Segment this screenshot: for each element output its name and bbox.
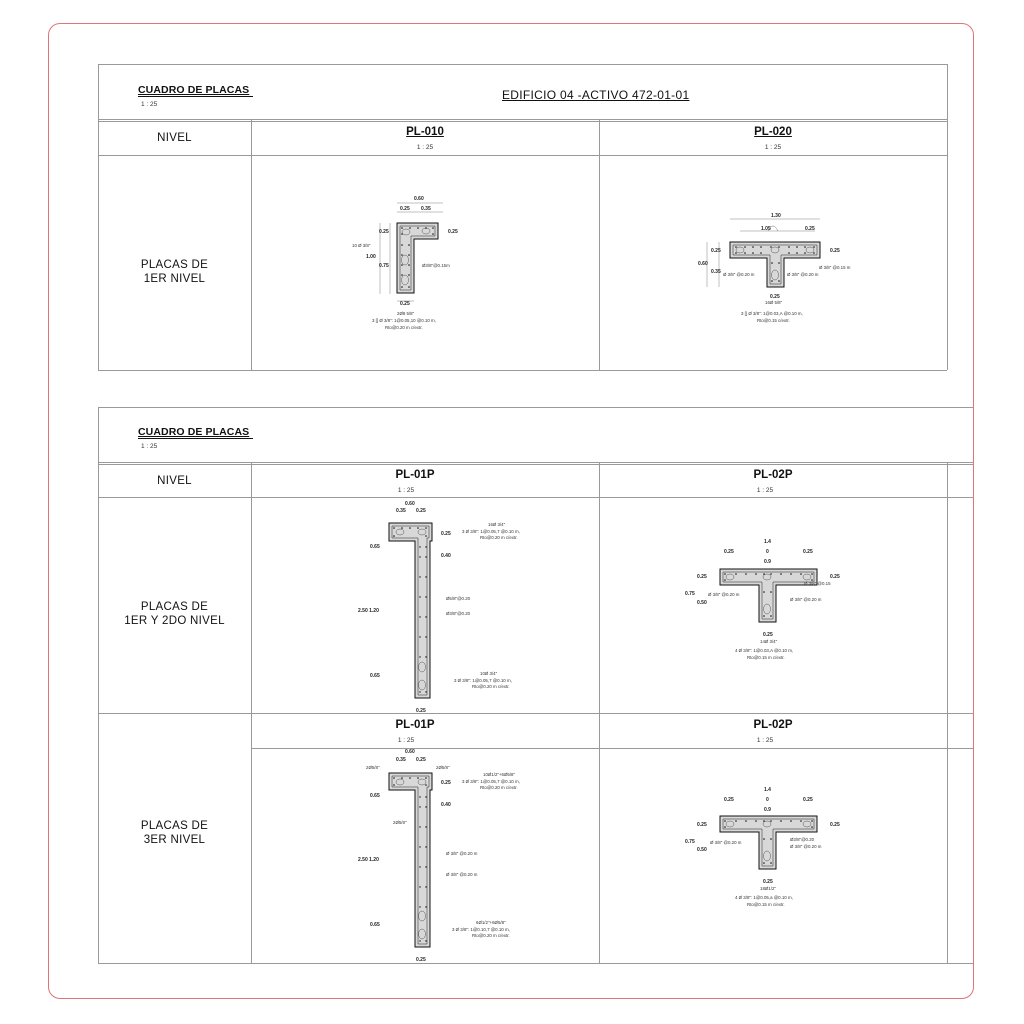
svg-text:3 [] Ø 3/8": 1@0.05,10 @0.10 m: 3 [] Ø 3/8": 1@0.05,10 @0.10 m,: [372, 318, 436, 323]
svg-text:1.05: 1.05: [761, 226, 771, 232]
svg-text:1.00: 1.00: [366, 254, 376, 260]
column-scale: 1 : 25: [416, 144, 434, 151]
svg-text:0.25: 0.25: [830, 248, 840, 254]
svg-text:Ø 3/8" @0.20 m: Ø 3/8" @0.20 m: [710, 840, 742, 845]
svg-text:0.25: 0.25: [803, 549, 813, 555]
svg-text:3 Ø 3/8": 1@0.05,7 @0.10 m,: 3 Ø 3/8": 1@0.05,7 @0.10 m,: [454, 678, 512, 683]
column-header-pl01p: PL-01P: [395, 719, 435, 731]
svg-text:0.25: 0.25: [416, 508, 426, 514]
svg-text:0.60: 0.60: [405, 749, 415, 755]
svg-text:10Ø1/2"+6Ø5/8": 10Ø1/2"+6Ø5/8": [483, 772, 516, 777]
row-label: PLACAS DE 3ER NIVEL: [140, 820, 209, 846]
svg-text:0.75: 0.75: [685, 591, 695, 597]
svg-text:Ø 3/8" @0.20 m: Ø 3/8" @0.20 m: [446, 851, 478, 856]
svg-text:0.40: 0.40: [441, 802, 451, 808]
svg-text:2Ø5/8": 2Ø5/8": [393, 820, 407, 825]
svg-text:10Ø 3/4": 10Ø 3/4": [480, 671, 498, 676]
svg-text:0.25: 0.25: [763, 879, 773, 885]
column-header-pl02p: PL-02P: [753, 719, 793, 731]
svg-text:Rto@0.15 m c/extr.: Rto@0.15 m c/extr.: [747, 655, 785, 660]
svg-text:16Ø 5/8": 16Ø 5/8": [765, 300, 783, 305]
svg-text:0.25: 0.25: [416, 957, 426, 963]
svg-text:0.25: 0.25: [697, 574, 707, 580]
svg-text:0.75: 0.75: [379, 263, 389, 269]
svg-text:Ø 3/8" @0.20 m: Ø 3/8" @0.20 m: [787, 272, 819, 277]
svg-text:0.25: 0.25: [830, 822, 840, 828]
svg-text:16Ø 3/4": 16Ø 3/4": [488, 522, 506, 527]
column-header-pl01p: PL-01P: [395, 469, 435, 481]
pl01p-section-drawing: [350, 497, 550, 713]
table-title: CUADRO DE PLACAS: [138, 84, 250, 96]
svg-text:3 Ø 3/8": 1@0.05,7 @0.10 m,: 3 Ø 3/8": 1@0.05,7 @0.10 m,: [462, 529, 520, 534]
svg-text:Ø3/8"@0.20: Ø3/8"@0.20: [446, 611, 471, 616]
column-header-pl02p: PL-02P: [753, 469, 793, 481]
column-header-pl010: PL-010: [406, 126, 444, 138]
svg-text:Ø3/8"@0.20: Ø3/8"@0.20: [790, 837, 815, 842]
svg-text:0.60: 0.60: [405, 501, 415, 507]
svg-text:0.25: 0.25: [416, 708, 426, 714]
svg-text:3 Ø 3/8": 1@0.05,7 @0.10 m,: 3 Ø 3/8": 1@0.05,7 @0.10 m,: [462, 779, 520, 784]
svg-text:Rto@0.20 m c/extr.: Rto@0.20 m c/extr.: [472, 933, 510, 938]
svg-text:0.25: 0.25: [830, 574, 840, 580]
svg-text:0.35: 0.35: [396, 757, 406, 763]
svg-text:0.25: 0.25: [724, 797, 734, 803]
column-scale: 1 : 25: [756, 487, 774, 494]
svg-text:10 Ø 3/8": 10 Ø 3/8": [352, 243, 371, 248]
svg-text:Ø3/8"@0.15m: Ø3/8"@0.15m: [422, 263, 450, 268]
svg-text:0.25: 0.25: [770, 294, 780, 300]
svg-text:0.25: 0.25: [763, 632, 773, 638]
svg-text:Rto@0.20 m c/extr.: Rto@0.20 m c/extr.: [480, 535, 518, 540]
svg-text:1.30: 1.30: [771, 213, 781, 219]
svg-text:14Ø 3/4": 14Ø 3/4": [760, 639, 778, 644]
svg-text:0.65: 0.65: [370, 544, 380, 550]
svg-text:Ø 3/8" @0.20 m: Ø 3/8" @0.20 m: [708, 592, 740, 597]
pl020-section-drawing: [695, 205, 875, 335]
svg-text:0.60: 0.60: [698, 261, 708, 267]
nivel-header: NIVEL: [157, 132, 192, 144]
table-title: CUADRO DE PLACAS: [138, 426, 250, 438]
column-scale: 1 : 25: [764, 144, 782, 151]
svg-text:Ø 3/8" @0.20 m: Ø 3/8" @0.20 m: [446, 872, 478, 877]
svg-text:4 Ø 3/8": 1@0.03,A @0.10 m,: 4 Ø 3/8": 1@0.03,A @0.10 m,: [735, 648, 794, 653]
svg-text:2.50 1.20: 2.50 1.20: [358, 608, 379, 614]
svg-text:0: 0: [766, 549, 769, 555]
pl01p-section-drawing: [350, 747, 550, 963]
svg-text:0.25: 0.25: [448, 229, 458, 235]
pl010-section-drawing: [340, 190, 490, 340]
svg-text:0.25: 0.25: [441, 531, 451, 537]
svg-text:0.25: 0.25: [441, 780, 451, 786]
svg-text:Rto@0.15 c/extr.: Rto@0.15 c/extr.: [757, 318, 790, 323]
svg-text:0.25: 0.25: [803, 797, 813, 803]
svg-text:1.4: 1.4: [764, 539, 771, 545]
svg-text:0.25: 0.25: [400, 301, 410, 307]
table-scale: 1 : 25: [141, 101, 158, 108]
svg-text:6Ø1/2"+6Ø5/8": 6Ø1/2"+6Ø5/8": [476, 920, 506, 925]
svg-text:Ø5/8"@0.20: Ø5/8"@0.20: [446, 596, 471, 601]
svg-text:0: 0: [766, 797, 769, 803]
svg-text:0.25: 0.25: [711, 248, 721, 254]
building-title: EDIFICIO 04 -ACTIVO 472-01-01: [502, 88, 690, 102]
svg-text:0.35: 0.35: [711, 269, 721, 275]
svg-text:0.25: 0.25: [697, 822, 707, 828]
svg-text:0.60: 0.60: [414, 196, 424, 202]
svg-text:0.25: 0.25: [400, 206, 410, 212]
svg-text:0.9: 0.9: [764, 559, 771, 565]
svg-text:Ø 3/8" @0.15: Ø 3/8" @0.15: [804, 581, 831, 586]
svg-text:0.25: 0.25: [805, 226, 815, 232]
svg-text:0.65: 0.65: [370, 673, 380, 679]
svg-text:3 [] Ø 3/8": 1@0.03,A @0.10 m,: 3 [] Ø 3/8": 1@0.03,A @0.10 m,: [741, 311, 803, 316]
svg-text:Ø 3/8" @0.15 m: Ø 3/8" @0.15 m: [819, 265, 851, 270]
svg-text:0.25: 0.25: [416, 757, 426, 763]
svg-text:0.75: 0.75: [685, 839, 695, 845]
pl02p-section-drawing: [680, 535, 880, 665]
svg-text:0.65: 0.65: [370, 793, 380, 799]
svg-text:0.25: 0.25: [379, 229, 389, 235]
svg-text:3 Ø 3/8": 1@0.10,7 @0.10 m,: 3 Ø 3/8": 1@0.10,7 @0.10 m,: [452, 927, 510, 932]
svg-text:Rto@0.20 m c/extr.: Rto@0.20 m c/extr.: [385, 325, 423, 330]
svg-text:2.50 1.20: 2.50 1.20: [358, 857, 379, 863]
svg-text:Rto@0.20 m c/extr.: Rto@0.20 m c/extr.: [472, 684, 510, 689]
svg-text:0.65: 0.65: [370, 922, 380, 928]
svg-text:Ø 3/8" @0.20 m: Ø 3/8" @0.20 m: [790, 597, 822, 602]
svg-text:0.35: 0.35: [421, 206, 431, 212]
column-header-pl020: PL-020: [754, 126, 792, 138]
svg-text:Ø 3/8" @0.20 m: Ø 3/8" @0.20 m: [790, 844, 822, 849]
svg-text:18Ø1/2": 18Ø1/2": [760, 886, 776, 891]
svg-text:0.9: 0.9: [764, 807, 771, 813]
row-label: PLACAS DE 1ER Y 2DO NIVEL: [124, 601, 225, 627]
svg-text:0.25: 0.25: [724, 549, 734, 555]
svg-text:2Ø5/8": 2Ø5/8": [366, 765, 380, 770]
svg-text:0.40: 0.40: [441, 553, 451, 559]
svg-text:0.50: 0.50: [697, 600, 707, 606]
nivel-header: NIVEL: [157, 475, 192, 487]
column-scale: 1 : 25: [397, 487, 415, 494]
svg-text:0.35: 0.35: [396, 508, 406, 514]
svg-text:Ø 3/8" @0.20 m: Ø 3/8" @0.20 m: [723, 272, 755, 277]
svg-text:1.4: 1.4: [764, 787, 771, 793]
svg-text:2Ø5/8": 2Ø5/8": [436, 765, 450, 770]
svg-text:2Ø8 5/8": 2Ø8 5/8": [397, 311, 415, 316]
column-scale: 1 : 25: [756, 737, 774, 744]
svg-text:4 Ø 3/8": 1@0.05,a @0.10 m,: 4 Ø 3/8": 1@0.05,a @0.10 m,: [735, 895, 793, 900]
svg-text:0.50: 0.50: [697, 847, 707, 853]
table-scale: 1 : 25: [141, 443, 158, 450]
column-scale: 1 : 25: [397, 737, 415, 744]
svg-text:Rto@0.15 m c/extr.: Rto@0.15 m c/extr.: [747, 902, 785, 907]
pl02p-section-drawing: [680, 783, 880, 913]
svg-text:Rto@0.20 m c/extr.: Rto@0.20 m c/extr.: [480, 785, 518, 790]
row-label: PLACAS DE 1ER NIVEL: [140, 259, 209, 285]
